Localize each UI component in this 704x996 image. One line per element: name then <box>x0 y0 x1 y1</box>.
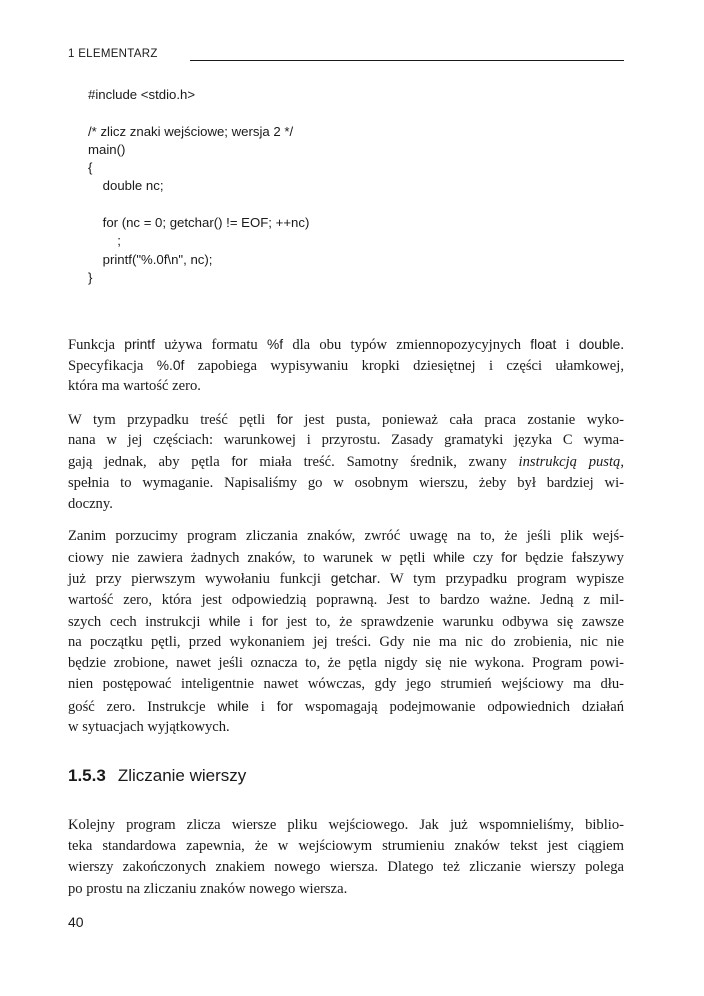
text-run: gość zero. Instrukcje <box>68 698 218 715</box>
chapter-label: 1 ELEMENTARZ <box>68 48 158 60</box>
code-term: printf <box>124 337 155 352</box>
code-term: double <box>578 337 621 352</box>
code-line: /* zlicz znaki wejściowe; wersja 2 */ <box>88 123 294 139</box>
text-run: w sytuacjach wyjątkowych. <box>68 718 230 735</box>
header-rule <box>190 60 624 61</box>
code-term: while <box>217 698 249 714</box>
running-header <box>68 48 624 64</box>
text-run: spełnia to wymaganie. Napisaliśmy go w osobnym wierszu, żeby był bardziej wi- <box>68 474 624 491</box>
text-line <box>68 717 624 738</box>
code-line: #include <stdio.h> <box>88 87 196 102</box>
text-run: , <box>620 454 624 471</box>
text-line <box>68 590 624 611</box>
text-run: nana w jej częściach: warunkowej i przyrostu. Zasady gramatyki języka C wyma- <box>68 432 624 449</box>
text-run: i <box>556 337 579 353</box>
code-term: for <box>231 454 248 470</box>
text-run: używa formatu <box>154 337 267 353</box>
text-run: jest pusta, ponieważ cała praca zostanie wyko- <box>292 412 624 428</box>
paragraph-line-counting <box>68 815 624 900</box>
paragraph-empty-loop-body <box>68 409 624 515</box>
code-term: for <box>276 698 293 714</box>
text-run: teka standardowa zapewnia, że w wejściowym strumieniu znaków tekst jest ciągiem <box>68 838 624 855</box>
text-run: doczny. <box>68 495 113 512</box>
text-line <box>68 451 624 472</box>
text-run: która ma wartość zero. <box>68 378 201 395</box>
text-line <box>68 632 624 653</box>
italic-term: instrukcją pustą <box>518 454 621 471</box>
text-line <box>68 430 624 451</box>
text-run: miała treść. Samotny średnik, zwany <box>247 454 519 471</box>
text-run: i <box>248 698 277 715</box>
text-run: czy <box>464 550 502 567</box>
text-run: zapobiega wypisywaniu kropki dziesiętnej i części ułamkowej, <box>184 358 624 375</box>
code-line <box>88 196 309 214</box>
text-run: jest to, że sprawdzenie warunku odbywa się zawsze <box>278 613 625 630</box>
text-line <box>68 568 624 589</box>
code-term: while <box>433 550 465 566</box>
paragraph-zero-input <box>68 526 624 738</box>
text-run: po prostu na zliczaniu znaków nowego wiersza. <box>68 880 348 897</box>
section-number: 1.5.3 <box>68 766 106 785</box>
code-term: float <box>530 337 557 352</box>
code-line: for (nc = 0; getchar() != EOF; ++nc) <box>88 215 310 231</box>
text-line <box>68 376 624 397</box>
code-term: getchar <box>330 571 377 587</box>
text-run: szych cech instrukcji <box>68 613 210 630</box>
code-term: for <box>276 412 293 427</box>
code-term: for <box>501 550 518 566</box>
text-line <box>68 674 624 695</box>
text-line <box>68 653 624 674</box>
text-run: gają jednak, aby pętla <box>68 454 232 471</box>
code-line: { <box>88 160 93 176</box>
text-run: Zanim porzucimy program zliczania znaków, zwróć uwagę na to, że jeśli plik wejś- <box>68 528 624 544</box>
text-run: W tym przypadku treść pętli <box>68 412 277 428</box>
text-run: będzie fałszywy <box>517 550 624 567</box>
text-run: nien postępować inteligentnie nawet wówczas, gdy jego strumień wejściowy ma dłu- <box>68 676 624 693</box>
text-run: już przy pierwszym wywołaniu funkcji <box>68 571 331 588</box>
code-listing <box>88 86 309 287</box>
text-run: . <box>620 337 625 353</box>
text-run: Kolejny program zlicza wiersze pliku wejściowego. Jak już wspomnieliśmy, biblio- <box>68 817 624 833</box>
text-line <box>68 815 624 836</box>
page-number: 40 <box>68 914 84 930</box>
section-title: Zliczanie wierszy <box>117 766 247 785</box>
code-term: for <box>261 613 278 629</box>
text-run: wierszy zakończonych znakiem nowego wiersza. Dlatego też zliczanie wierszy polega <box>68 859 624 876</box>
text-run: Specyfikacja <box>68 358 157 375</box>
text-line <box>68 355 624 376</box>
text-run: . W tym przypadku program wypisze <box>376 571 624 588</box>
text-run: na początku pętli, przed wykonaniem jej treści. Gdy nie ma nic do zrobienia, nic nie <box>68 633 624 650</box>
text-run: Funkcja <box>68 337 125 353</box>
paragraph-printf-format <box>68 334 624 398</box>
code-line <box>88 104 309 122</box>
text-run: będzie zrobione, nawet jeśli oznacza to, że pętla nigdy się nie wykona. Program powi- <box>68 655 624 672</box>
text-line <box>68 857 624 878</box>
text-line <box>68 879 624 900</box>
code-term: while <box>209 613 241 629</box>
code-line: double nc; <box>88 178 164 194</box>
code-term: %.0f <box>156 358 185 374</box>
text-line <box>68 547 624 568</box>
code-line: printf("%.0f\n", nc); <box>88 251 213 267</box>
text-line <box>68 611 624 632</box>
text-run: dla obu typów zmiennopozycyjnych <box>283 337 531 353</box>
text-line <box>68 494 624 515</box>
text-run: ciowy nie zawiera żadnych znaków, to warunek w pętli <box>68 550 434 567</box>
text-line <box>68 696 624 717</box>
code-term: %f <box>266 337 284 352</box>
text-line <box>68 334 624 355</box>
text-run: i <box>240 613 262 630</box>
text-line <box>68 836 624 857</box>
text-line <box>68 473 624 494</box>
section-heading <box>68 766 246 786</box>
code-line: main() <box>88 141 126 157</box>
text-run: wartość zero, która jest odpowiedzią poprawną. Jest to bardzo ważne. Jedną z mil- <box>68 591 624 608</box>
text-line <box>68 526 624 547</box>
text-line <box>68 409 624 430</box>
code-line: ; <box>88 233 121 249</box>
code-line: } <box>88 269 93 285</box>
text-run: wspomagają podejmowanie odpowiednich działań <box>292 698 624 715</box>
